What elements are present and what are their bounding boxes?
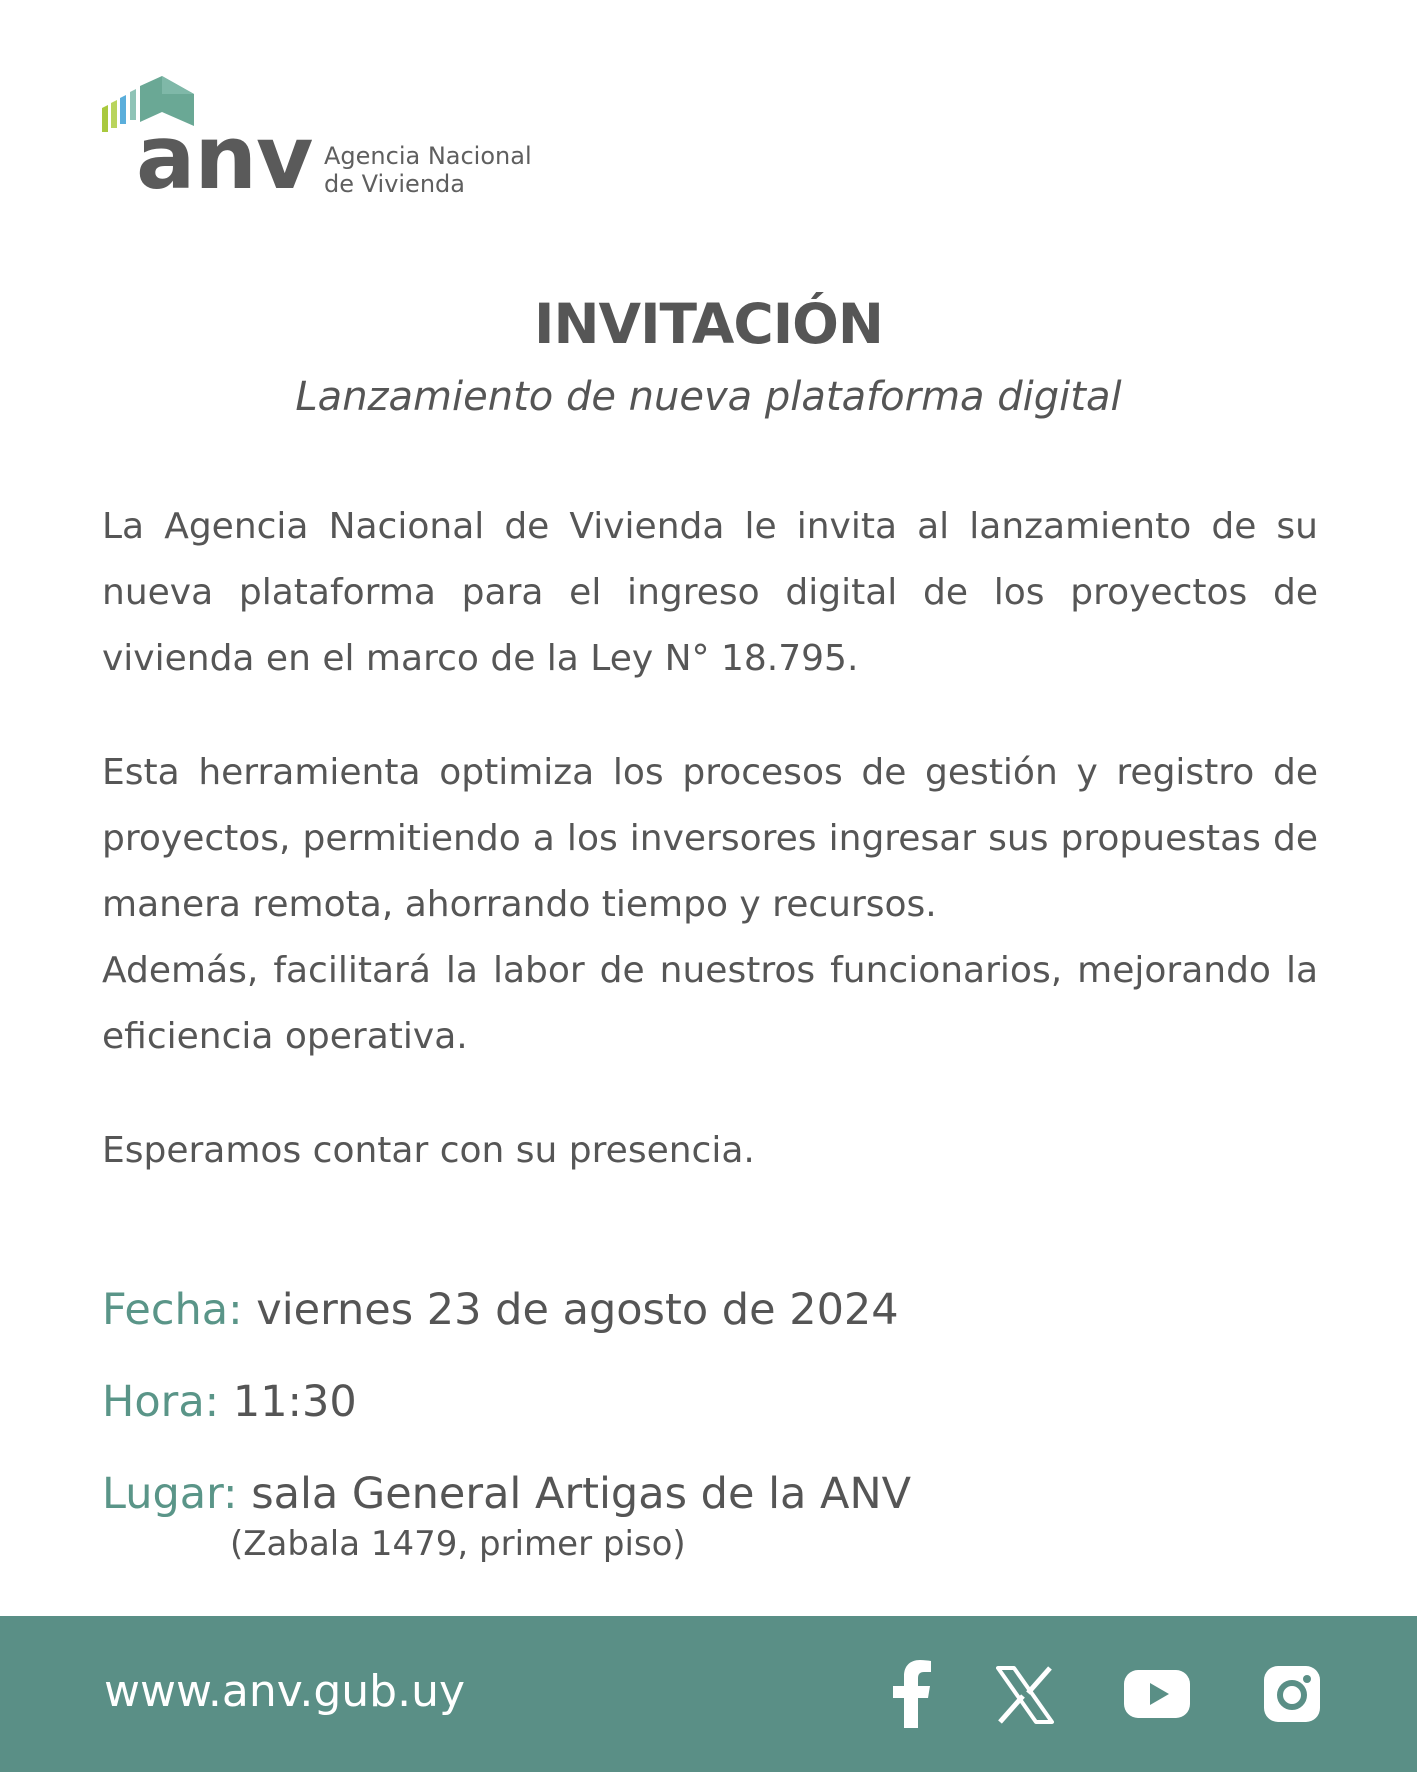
instagram-icon [1264,1666,1320,1722]
invitation-body [102,494,1318,1184]
website-link[interactable]: www.anv.gub.uy [104,1666,466,1717]
time-label: Hora: [102,1377,220,1427]
place-value: sala General Artigas de la ANV [251,1469,912,1519]
body-paragraph-2: Esta herramienta optimiza los procesos de gestión y registro de proyectos, permitiendo a los inversores ingresar sus propuestas de manera remota, ahorrando tiempo y recursos. [102,752,1318,925]
footer-bar [0,1616,1417,1772]
closing-line: Esperamos contar con su presencia. [102,1130,755,1171]
date-value: viernes 23 de agosto de 2024 [256,1285,899,1335]
logo-agency-name [324,142,532,198]
place-label: Lugar: [102,1469,238,1519]
facebook-link[interactable] [890,1660,934,1728]
place-address: (Zabala 1479, primer piso) [230,1524,686,1564]
date-row [102,1280,911,1372]
time-row [102,1372,911,1464]
youtube-link[interactable] [1124,1660,1190,1728]
event-details [102,1280,911,1564]
logo-name-line2: de Vivienda [324,170,465,198]
logo-name-line1: Agencia Nacional [324,142,532,170]
body-paragraph-1: La Agencia Nacional de Vivienda le invita al lanzamiento de su nueva plataforma para el ingreso digital de los proyectos de vivienda en el marco de la Ley N° 18.795. [102,506,1318,679]
page-subtitle: Lanzamiento de nueva plataforma digital [295,374,1122,420]
facebook-icon [890,1660,934,1728]
x-icon [996,1666,1054,1724]
page-title: INVITACIÓN [534,292,883,356]
time-value: 11:30 [232,1377,357,1427]
date-label: Fecha: [102,1285,243,1335]
logo-wordmark: anv [136,106,313,209]
instagram-link[interactable] [1264,1660,1320,1728]
x-link[interactable] [996,1660,1054,1728]
body-paragraph-3: Además, facilitará la labor de nuestros funcionarios, mejorando la eficiencia operativa. [102,950,1318,1057]
agency-logo [102,76,542,209]
youtube-icon [1124,1670,1190,1718]
